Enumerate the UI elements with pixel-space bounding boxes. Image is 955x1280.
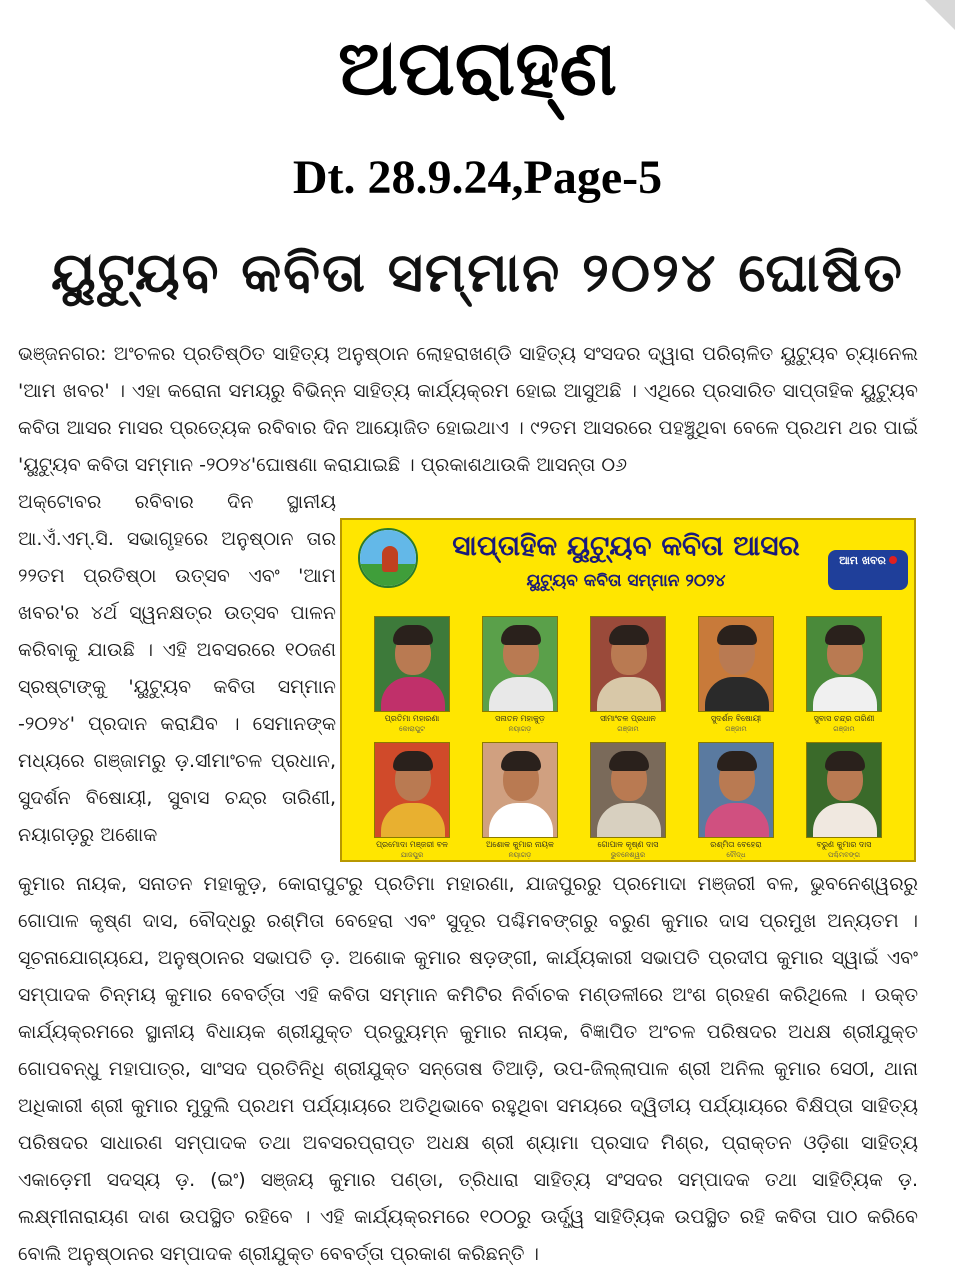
awardee-name: ସୀମାଂଚଳ ପ୍ରଧାନ — [600, 714, 656, 723]
channel-badge — [828, 550, 908, 590]
awardee-caption — [580, 714, 676, 734]
awardee-caption — [472, 714, 568, 734]
awardee-photo — [806, 616, 882, 712]
awardee-place: ନୟାଗଡ଼ — [508, 725, 532, 733]
awardee-place: ପଶ୍ଚିମବଙ୍ଗ — [827, 851, 861, 859]
portrait-hair — [393, 625, 433, 645]
awardee-name: ଅଶୋକ କୁମାର ନାୟକ — [486, 840, 554, 849]
record-dot-icon — [889, 556, 897, 564]
awardee-place: କୋରାପୁଟ — [399, 725, 425, 733]
portrait-body — [489, 677, 553, 712]
awardee-name: ବରୁଣ କୁମାର ଦାସ — [816, 840, 872, 849]
awardee-place: ଗଞ୍ଜାମ — [725, 725, 747, 733]
article-paragraph-bottom: କୁମାର ନାୟକ, ସନାତନ ମହାକୁଡ଼, କୋରାପୁଟରୁ ପ୍ରତିମା ମହାରଣା, ଯାଜପୁରରୁ ପ୍ରମୋଦା ମଞ୍ଜରୀ ବଳ, ଭୁବନେଶ୍ୱରରୁ ଗୋପାଳ କୃଷ୍ଣ ଦାସ, ବୌଦ୍ଧରୁ ରଶ୍ମିତା ବେହେରା ଏବଂ ସୁଦୂର ପଶ୍ଚିମବଙ୍ଗରୁ ବରୁଣ କୁମାର ଦାସ ପ୍ରମୁଖ ଅନ୍ୟତମ । ସୂଚନାଯୋଗ୍ୟଯେ, ଅନୁଷ୍ଠାନର ସଭାପତି ଡ଼. ଅଶୋକ କୁମାର ଷଡ଼ଙ୍ଗୀ, କାର୍ଯ୍ୟକାରୀ ସଭାପତି ପ୍ରଦୀପ କୁମାର ସ୍ୱାଇଁ ଏବଂ ସମ୍ପାଦକ ଚିନ୍ମୟ କୁମାର ବେବର୍ତ୍ତା ଏହି କବିତା ସମ୍ମାନ କମିଟିର ନିର୍ବାଚକ ମଣ୍ଡଳୀରେ ଅଂଶ ଗ୍ରହଣ କରିଥିଲେ । ଉକ୍ତ କାର୍ଯ୍ୟକ୍ରମରେ ସ୍ଥାନୀୟ ବିଧାୟକ ଶ୍ରୀଯୁକ୍ତ ପ୍ରଦ୍ୟୁମ୍ନ କୁମାର ନାୟକ, ବିଜ୍ଞାପିତ ଅଂଚଳ ପରିଷଦର ଅଧକ୍ଷ ଶ୍ରୀଯୁକ୍ତ ଗୋପବନ୍ଧୁ ମହାପାତ୍ର, ସାଂସଦ ପ୍ରତିନିଧି ଶ୍ରୀଯୁକ୍ତ ସନ୍ତୋଷ ତିଆଡ଼ି, ଉପ-ଜିଲ୍ଲାପାଳ ଶ୍ରୀ ଅନିଲ କୁମାର ସେଠୀ, ଥାନା ଅଧିକାରୀ ଶ୍ରୀ କୁମାର ମୁଦୁଲି ପ୍ରଥମ ପର୍ଯ୍ୟାୟରେ ଅତିଥିଭାବେ ରହୁଥିବା ସମୟରେ ଦ୍ୱିତୀୟ ପର୍ଯ୍ୟାୟରେ ବିକ୍ଷିପ୍ତା ସାହିତ୍ୟ ପରିଷଦର ସାଧାରଣ ସମ୍ପାଦକ ତଥା ଅବସରପ୍ରାପ୍ତ ଅଧକ୍ଷ ଶ୍ରୀ ଶ୍ୟାମା ପ୍ରସାଦ ମିଶ୍ର, ପ୍ରାକ୍ତନ ଓଡ଼ିଶା ସାହିତ୍ୟ ଏକାଡ଼େମୀ ସଦସ୍ୟ ଡ଼. (ଇଂ) ସଞ୍ଜୟ କୁମାର ପଣ୍ଡା, ତ୍ରିଧାରା ସାହିତ୍ୟ ସଂସଦର ସମ୍ପାଦକ ତଥା ସାହିତ୍ୟିକ ଡ଼. ଲକ୍ଷ୍ମୀନାରାୟଣ ଦାଶ ଉପସ୍ଥିତ ରହିବେ । ଏହି କାର୍ଯ୍ୟକ୍ରମରେ ୧୦୦ରୁ ଊର୍ଦ୍ଧ୍ୱ ସାହିତ୍ୟିକ ଉପସ୍ଥିତ ରହି କବିତା ପାଠ କରିବେ ବୋଲି ଅନୁଷ୍ଠାନର ସମ୍ପାଦକ ଶ୍ରୀଯୁକ୍ତ ବେବର୍ତ୍ତା ପ୍ରକାଶ କରିଛନ୍ତି । — [18, 873, 918, 1265]
awardee-caption — [796, 840, 892, 860]
awardee-caption — [688, 714, 784, 734]
awardee-photo — [698, 616, 774, 712]
panel-title: ସାପ୍ତାହିକ ୟୁଟ୍ୟୁବ କବିତା ଆସର — [452, 529, 800, 562]
awardee-photo — [482, 742, 558, 838]
awardee-place: ଭୁବନେଶ୍ୱର — [610, 851, 646, 859]
portrait-hair — [609, 625, 649, 645]
portrait-hair — [717, 625, 757, 645]
portrait-hair — [825, 625, 865, 645]
portrait-body — [705, 677, 769, 712]
awardee-photo — [374, 616, 450, 712]
awardee-name: ସନାତନ ମହାକୁଡ଼ — [495, 714, 545, 723]
awardee-caption — [580, 840, 676, 860]
newspaper-masthead: ଅପରାହ୍ଣ — [338, 23, 617, 112]
awardee-caption — [364, 840, 460, 860]
awardee-place: ଗଞ୍ଜାମ — [617, 725, 639, 733]
awardee-name: ଗୋପାଳ କୃଷ୍ଣ ଦାସ — [597, 840, 659, 849]
portrait-body — [489, 803, 553, 838]
panel-subtitle: ୟୁଟ୍ୟୁବ କବିତା ସମ୍ମାନ ୨୦୨୪ — [526, 571, 726, 591]
awardee-place: ଯାଜପୁର — [400, 851, 424, 859]
date-page-line: Dt. 28.9.24,Page-5 — [292, 151, 663, 204]
portrait-body — [381, 803, 445, 838]
awardee-photo — [590, 616, 666, 712]
awardee-place: ବୌଦ୍ଧ — [726, 851, 746, 859]
awardee-caption — [364, 714, 460, 734]
awardee-place: ନୟାଗଡ଼ — [508, 851, 532, 859]
awardee-place: ଗଞ୍ଜାମ — [833, 725, 855, 733]
awardee-photo — [698, 742, 774, 838]
society-logo-icon — [358, 528, 418, 588]
awardee-name: ପ୍ରମୋଦା ମଞ୍ଜରୀ ବଳ — [376, 840, 448, 849]
portrait-hair — [825, 751, 865, 771]
article-paragraph-top: ଭଞ୍ଜନଗର: ଅଂଚଳର ପ୍ରତିଷ୍ଠିତ ସାହିତ୍ୟ ଅନୁଷ୍ଠାନ ଲୋହରାଖଣ୍ଡି ସାହିତ୍ୟ ସଂସଦର ଦ୍ୱାରା ପରିଚାଳିତ ୟୁଟ୍ୟୁବ ଚ୍ୟାନେଲ 'ଆମ ଖବର' । ଏହା କରୋନା ସମୟରୁ ବିଭିନ୍ନ ସାହିତ୍ୟ କାର୍ଯ୍ୟକ୍ରମ ହୋଇ ଆସୁଅଛି । ଏଥିରେ ପ୍ରସାରିତ ସାପ୍ତାହିକ ୟୁଟ୍ୟୁବ କବିତା ଆସର ମାସର ପ୍ରତ୍ୟେକ ରବିବାର ଦିନ ଆୟୋଜିତ ହୋଇଥାଏ । ୯୨ତମ ଆସରରେ ପହଞ୍ଚୁଥିବା ବେଳେ ପ୍ରଥମ ଥର ପାଇଁ 'ୟୁଟ୍ୟୁବ କବିତା ସମ୍ମାନ -୨୦୨୪'ଘୋଷଣା କରାଯାଇଛି । ପ୍ରକାଶଥାଉକି ଆସନ୍ତା ୦୬ — [18, 343, 918, 476]
portrait-body — [705, 803, 769, 838]
channel-badge-label: ଆମ ଖବର — [839, 554, 886, 567]
awardee-photo — [590, 742, 666, 838]
portrait-hair — [501, 625, 541, 645]
article-paragraph-column: ଅକ୍ଟୋବର ରବିବାର ଦିନ ସ୍ଥାନୀୟ ଆ.ଏଁ.ଏମ୍.ସି. ସଭାଗୃହରେ ଅନୁଷ୍ଠାନ ତାର ୨୨ତମ ପ୍ରତିଷ୍ଠା ଉତ୍ସବ ଏବଂ 'ଆମ ଖବର'ର ୪ର୍ଥ ସ୍ୱନକ୍ଷତ୍ର ଉତ୍ସବ ପାଳନ କରିବାକୁ ଯାଉଛି । ଏହି ଅବସରରେ ୧୦ଜଣ ସ୍ରଷ୍ଟାଙ୍କୁ 'ୟୁଟ୍ୟୁବ କବିତା ସମ୍ମାନ -୨୦୨୪' ପ୍ରଦାନ କରାଯିବ । ସେମାନଙ୍କ ମଧ୍ୟରେ ଗଞ୍ଜାମରୁ ଡ଼.ସୀମାଂଚଳ ପ୍ରଧାନ, ସୁଦର୍ଶନ ବିଷୋୟୀ, ସୁବାସ ଚନ୍ଦ୍ର ତାରିଣୀ, ନୟାଗଡ଼ରୁ ଅଶୋକ — [18, 491, 336, 846]
portrait-body — [813, 803, 877, 838]
awardee-name: ରଶ୍ମିତା ବେହେରା — [710, 840, 762, 849]
awardee-name: ପ୍ରତିମା ମହାରଣା — [384, 714, 440, 723]
awardee-caption — [796, 714, 892, 734]
awardee-name: ସୁଦର୍ଶନ ବିଷୋୟୀ — [710, 714, 762, 723]
awardee-caption — [688, 840, 784, 860]
awardee-photo — [374, 742, 450, 838]
portrait-hair — [717, 751, 757, 771]
portrait-hair — [501, 751, 541, 771]
portrait-hair — [393, 751, 433, 771]
article-headline: ୟୁଟ୍ୟୁବ କବିତା ସମ୍ମାନ ୨୦୨୪ ଘୋଷିତ — [51, 241, 904, 304]
awardee-photo — [482, 616, 558, 712]
awardee-caption — [472, 840, 568, 860]
awardee-name: ସୁବାସ ଚନ୍ଦ୍ର ତାରିଣୀ — [813, 714, 875, 723]
portrait-hair — [609, 751, 649, 771]
awardees-photo-panel — [340, 518, 916, 862]
portrait-body — [597, 677, 661, 712]
portrait-body — [381, 677, 445, 712]
portrait-body — [813, 677, 877, 712]
awardee-photo — [806, 742, 882, 838]
portrait-body — [597, 803, 661, 838]
